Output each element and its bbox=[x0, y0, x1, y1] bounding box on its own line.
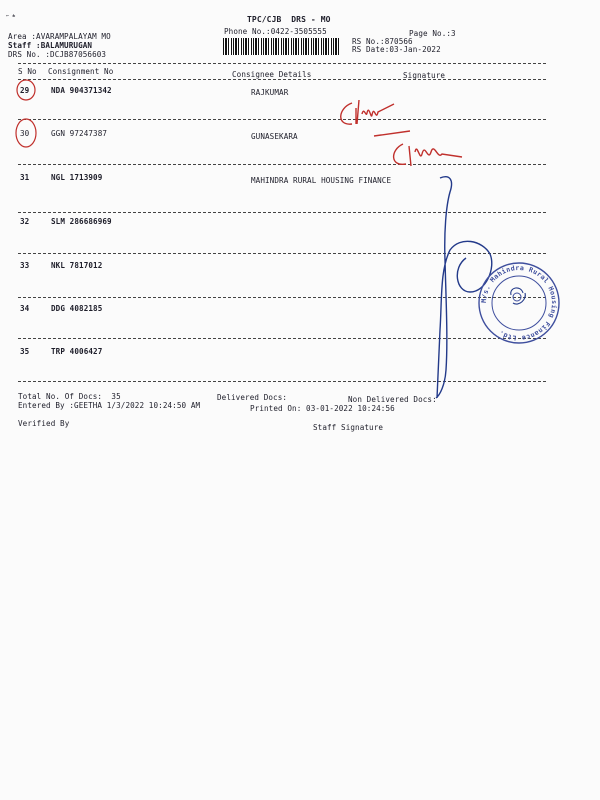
consignment-no: TRP 4006427 bbox=[51, 347, 103, 356]
col-signature: Signature bbox=[403, 71, 446, 80]
signature-29 bbox=[341, 100, 394, 124]
verified-by: Verified By bbox=[18, 419, 70, 428]
corner-mark: ← ± bbox=[6, 13, 16, 19]
sno: 32 bbox=[20, 217, 30, 226]
rs-number: RS No.:870566 bbox=[352, 37, 413, 46]
consignee: MAHINDRA RURAL HOUSING FINANCE bbox=[251, 176, 392, 185]
total-docs: Total No. Of Docs: 35 bbox=[18, 392, 121, 401]
consignment-no: SLM 286686969 bbox=[51, 217, 112, 226]
sno: 35 bbox=[20, 347, 30, 356]
sno: 29 bbox=[20, 86, 30, 95]
red-circle-30 bbox=[16, 119, 36, 147]
consignment-no: NGL 1713909 bbox=[51, 173, 103, 182]
entered-by: Entered By :GEETHA 1/3/2022 10:24:50 AM bbox=[18, 401, 201, 410]
area-label: Area :AVARAMPALAYAM MO bbox=[8, 32, 111, 41]
non-delivered-docs: Non Delivered Docs: bbox=[348, 395, 437, 404]
staff-signature-label: Staff Signature bbox=[313, 423, 384, 432]
drs-number: DRS No. :DCJB87056603 bbox=[8, 50, 107, 59]
delivered-docs: Delivered Docs: bbox=[217, 393, 288, 402]
col-sno: S No bbox=[18, 67, 37, 76]
document-title: TPC/CJB DRS - MO bbox=[247, 15, 331, 24]
staff-label: Staff :BALAMURUGAN bbox=[8, 41, 93, 50]
col-consignee: Consignee Details bbox=[232, 70, 312, 79]
consignment-no: DDG 4082185 bbox=[51, 304, 103, 313]
rs-date: RS Date:03-Jan-2022 bbox=[352, 45, 441, 54]
consignee: RAJKUMAR bbox=[251, 88, 289, 97]
signature-30 bbox=[374, 131, 462, 166]
stamp-text: M/s. Mahindra Rural Housing Finance Ltd. bbox=[479, 263, 559, 343]
consignee: GUNASEKARA bbox=[251, 132, 298, 141]
col-consignment: Consignment No bbox=[48, 67, 114, 76]
consignment-no: NDA 904371342 bbox=[51, 86, 112, 95]
consignment-no: NKL 7817012 bbox=[51, 261, 103, 270]
red-circle-29 bbox=[17, 80, 35, 100]
phone-number: Phone No.:0422-3505555 bbox=[224, 27, 327, 36]
printed-on: Printed On: 03-01-2022 10:24:56 bbox=[250, 404, 395, 413]
consignment-no: GGN 97247387 bbox=[51, 129, 108, 138]
sno: 33 bbox=[20, 261, 30, 270]
sno: 31 bbox=[20, 173, 30, 182]
sno: 34 bbox=[20, 304, 30, 313]
page-number: Page No.:3 bbox=[409, 29, 456, 38]
stamp-center-mark bbox=[513, 293, 521, 301]
company-stamp bbox=[479, 263, 559, 343]
sno: 30 bbox=[20, 129, 30, 138]
